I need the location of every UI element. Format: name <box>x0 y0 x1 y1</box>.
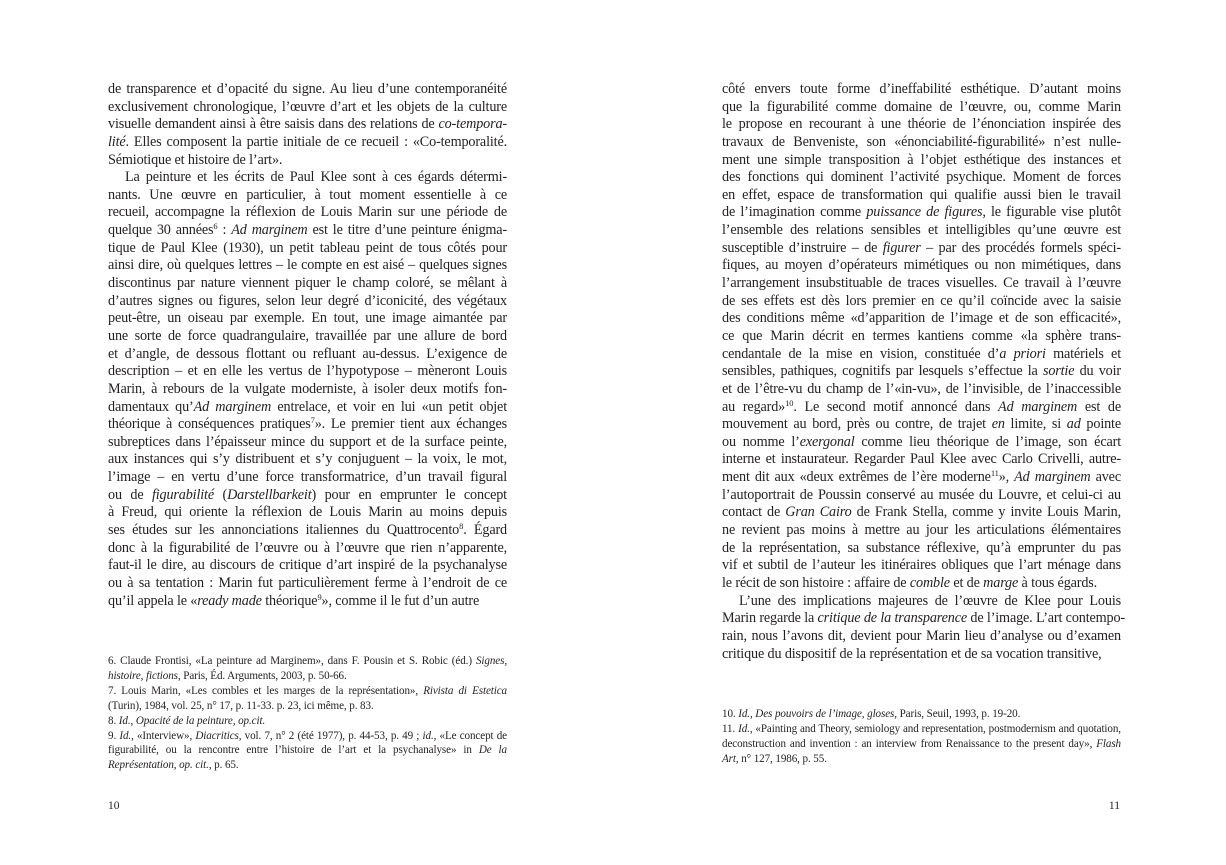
footnote-reference: 11 <box>990 468 999 479</box>
italic-text: Id. <box>119 729 132 742</box>
text-run: ment une simple transposition à l’objet esthétique des instances et <box>722 151 1121 168</box>
text-run: description – et en elle les vertus de l’hypotypose – mèneront Louis <box>108 363 507 380</box>
text-line <box>722 204 1121 222</box>
text-run: une sorte de force quadrangulaire, travaillée par une allure de bord <box>108 327 507 344</box>
text-run: sensibles, pathiques, cognitifs par lesquels s’effectue la <box>722 363 1043 380</box>
text-run: , n° 127, 1986, p. 55. <box>735 752 827 765</box>
text-run: . Le second motif annoncé dans <box>793 398 999 415</box>
text-line <box>108 222 507 240</box>
text-run: quelque 30 années <box>108 222 214 239</box>
text-line <box>722 134 1121 152</box>
text-line <box>108 134 507 152</box>
page-number-right: 11 <box>1108 800 1120 812</box>
footnote <box>108 684 507 714</box>
text-run: recueil, accompagne la réflexion de Louis Marin sur une période de <box>108 204 507 221</box>
text-run: 6. Claude Frontisi, «La peinture ad Marginem», dans F. Pousin et S. Robic (éd.) <box>108 655 476 667</box>
text-run: l’image – en vertu d’une force transformatrice, d’un travail figural <box>108 469 507 486</box>
text-run: ment dit aux «deux extrêmes de l’ère moderne <box>722 469 991 486</box>
text-line <box>722 646 1121 664</box>
text-run: 10. <box>722 708 739 720</box>
text-line <box>722 381 1121 399</box>
text-line <box>722 522 1121 540</box>
italic-text: id. <box>422 729 434 742</box>
text-line <box>722 610 1125 628</box>
text-line <box>108 399 507 417</box>
text-line <box>108 469 507 487</box>
text-run: en effet, espace de transformation qui qualifie aussi bien le travail <box>722 186 1121 203</box>
italic-text: Flash Art <box>722 737 1121 765</box>
text-run: le récit de son histoire : affaire de <box>722 574 910 591</box>
text-run: des fonctions qui dominent l’activité psychique. Moment de forces <box>722 169 1121 186</box>
text-line <box>722 169 1121 187</box>
italic-text: exergonal <box>799 433 855 450</box>
text-run: exclusivement chronologique, l’œuvre d’art et les objets de la culture <box>108 98 507 115</box>
text-run: l’ensemble des relations sensibles et intelligibles qu’une œuvre est <box>722 222 1121 239</box>
footnote <box>108 714 507 729</box>
text-run: est le titre d’une peinture énigma- <box>307 222 507 239</box>
text-run: qu’il appela le « <box>108 592 198 609</box>
text-run: », <box>998 469 1015 486</box>
text-run: La peinture et les écrits de Paul Klee sont à ces égards détermi- <box>125 169 507 186</box>
italic-text: Darstellbarkeit <box>227 486 312 503</box>
text-run: des conditions même «d’apparition de l’image et de son efficacité», <box>722 310 1121 327</box>
text-run: Marin regarde la <box>722 610 818 627</box>
left-body-text <box>108 81 507 610</box>
text-run: , «Interview», <box>131 729 196 742</box>
text-run: – par des procédés formels spéci- <box>920 239 1121 256</box>
text-run: damentaux qu’ <box>108 398 194 415</box>
italic-text: Id. <box>738 722 750 735</box>
text-run: est de <box>1077 398 1121 415</box>
text-run: au regard» <box>722 398 786 415</box>
text-run: aux instances qui s’y distribuent et s’y conjuguent – la voix, le mot, <box>108 451 507 468</box>
text-run: 11. <box>722 722 739 735</box>
text-line <box>108 293 507 311</box>
text-line <box>108 187 507 205</box>
text-run: ou de <box>108 486 152 503</box>
text-line <box>722 504 1121 522</box>
italic-text: co-tempora- <box>438 116 507 133</box>
text-line <box>108 169 507 187</box>
right-footnotes <box>722 707 1121 767</box>
text-run: de l’imagination comme <box>722 204 867 221</box>
text-line <box>108 81 507 99</box>
text-line <box>722 487 1121 505</box>
text-run: tique de Paul Klee (1930), un petit tableau peint de tous côtés pour <box>108 239 507 256</box>
text-run: ». Le premier tient aux échanges <box>314 416 507 433</box>
italic-text: figurer <box>882 239 921 256</box>
italic-text: De la Représentation, op. cit. <box>108 744 507 772</box>
footnote-reference: 6 <box>213 221 218 232</box>
text-run: le propose en recourant à une théorie de l’énonciation inspirée des <box>722 116 1121 133</box>
text-run: interne et instaurateur. Regarder Paul Klee avec Carlo Crivelli, autre- <box>722 451 1121 468</box>
text-run: : <box>217 222 232 239</box>
italic-text: Ad marginem <box>231 222 308 239</box>
page-number-left: 10 <box>108 800 120 812</box>
text-run: théorique <box>261 592 318 609</box>
text-run: , Paris, Éd. Arguments, 2003, p. 50-66. <box>177 669 347 682</box>
text-line <box>722 116 1121 134</box>
italic-text: Id., Opacité de la peinture, op.cit. <box>118 714 266 727</box>
text-run: (Turin), 1984, vol. 25, n° 17, p. 11-33. p. 23, ici même, p. 83. <box>108 699 374 712</box>
italic-text: Ad marginem <box>1014 469 1091 486</box>
text-line <box>108 116 507 134</box>
text-run: vif et subtil de l’auteur les itinéraires obliques que l’art ménage dans <box>722 557 1121 574</box>
text-line <box>722 257 1121 275</box>
text-run: , «Painting and Theory, semiology and representation, postmodernism and quotation, deconstruction and invention : an interview from Renaissance to the present day», <box>722 722 1121 750</box>
text-line <box>722 416 1121 434</box>
text-line <box>722 628 1121 646</box>
text-run: Sémiotique et histoire de l’art». <box>108 151 283 168</box>
footnote-reference: 10 <box>785 397 794 408</box>
text-run: à tous égards. <box>1018 574 1098 591</box>
text-line <box>722 575 1121 593</box>
text-run: l’autoportrait de Poussin conservé au musée du Louvre, et celui-ci au <box>722 486 1121 503</box>
text-run: de la représentation, sa substance réflexive, qu’à emprunter du pas <box>722 539 1121 556</box>
footnote <box>722 707 1121 722</box>
footnote-reference: 9 <box>317 591 322 602</box>
text-run: cendantale de la mise en vision, constituée d’ <box>722 345 1000 362</box>
italic-text: Id., Des pouvoirs de l’image, gloses <box>738 708 895 720</box>
text-run: 8. <box>108 714 119 727</box>
text-line <box>108 487 507 505</box>
text-line <box>722 557 1121 575</box>
text-run: ou à sa tentation : Marin fut particulièrement ferme à l’endroit de ce <box>108 574 507 591</box>
italic-text: Signes, histoire, fictions <box>108 655 507 682</box>
italic-text: en <box>991 416 1005 433</box>
text-line <box>722 434 1121 452</box>
italic-text: sortie <box>1042 363 1075 380</box>
text-line <box>108 99 507 117</box>
text-line <box>722 328 1121 346</box>
text-run: visuelle demandent ainsi à être saisis dans des relations de <box>108 116 439 133</box>
text-line <box>722 363 1121 381</box>
text-run: critique du dispositif de la représentation et de sa vocation transitive, <box>722 645 1102 662</box>
footnote-reference: 7 <box>310 415 315 426</box>
text-run: ses études sur les annonciations italiennes du Quattrocento <box>108 522 460 539</box>
text-run: limite, si <box>1004 416 1067 433</box>
text-run: . Égard <box>463 522 507 539</box>
text-run: contact de <box>722 504 786 521</box>
text-run: de ses effets est dès lors premier en ce qu’il coïncide avec la saisie <box>722 292 1121 309</box>
text-line <box>108 328 507 346</box>
text-run: de Frank Stella, comme y invite Louis Marin, <box>851 504 1121 521</box>
text-run: , p. 65. <box>208 759 239 772</box>
text-line <box>108 522 507 540</box>
text-line <box>722 240 1121 258</box>
italic-text: ready made <box>197 592 262 609</box>
text-run: comme lieu théorique de l’image, son écart <box>854 433 1121 450</box>
text-line <box>108 152 507 170</box>
text-line <box>108 557 507 575</box>
text-line <box>722 152 1121 170</box>
text-run: peut-être, un oiseau par exemple. En tout, une image aimantée par <box>108 310 507 327</box>
text-line <box>108 434 507 452</box>
text-run: de l’image. L’art contempo- <box>967 610 1125 627</box>
right-body-text <box>722 81 1125 663</box>
italic-text: lité <box>108 133 126 150</box>
text-line <box>108 240 507 258</box>
text-run: nants. Une œuvre en particulier, à tout moment essentielle à ce <box>108 186 507 203</box>
text-run: rain, nous l’avons dit, devient pour Marin lieu d’analyse ou d’examen <box>722 627 1121 644</box>
text-line <box>108 275 507 293</box>
text-run: , vol. 7, n° 2 (été 1977), p. 44-53, p. 49 ; <box>238 729 423 742</box>
text-line <box>108 416 507 434</box>
text-run: , «Le concept de figurabilité, ou la rencontre entre l’histoire de l’art et la psychanalyse» in <box>108 729 508 757</box>
text-run: fiques, au moyen d’opérateurs mimétiques ou non mimétiques, dans <box>722 257 1121 274</box>
text-line <box>722 469 1121 487</box>
italic-text: comble <box>909 574 950 591</box>
text-run: d’autres signes ou figures, selon leur degré d’iconicité, des végétaux <box>108 292 507 309</box>
text-run: du voir <box>1074 363 1121 380</box>
italic-text: Diacritics <box>195 729 239 742</box>
right-page <box>613 0 1226 865</box>
text-line <box>722 275 1121 293</box>
text-run: théorique à conséquences pratiques <box>108 416 311 433</box>
footnote <box>108 654 507 684</box>
italic-text: Gran Cairo <box>785 504 852 521</box>
text-run: susceptible d’instruire – de <box>722 239 883 256</box>
text-run: ne revient pas moins à mettre au jour les articulations élémentaires <box>722 522 1121 539</box>
text-line <box>722 222 1121 240</box>
text-line <box>108 363 507 381</box>
text-line <box>108 346 507 364</box>
italic-text: ad <box>1066 416 1081 433</box>
italic-text: Rivista di Estetica <box>423 684 508 697</box>
italic-text: Ad marginem <box>998 398 1078 415</box>
text-line <box>722 399 1121 417</box>
text-run: et de <box>949 574 984 591</box>
text-run: mouvement au bord, près ou contre, de trajet <box>722 416 992 433</box>
text-run: et de l’être-vu du champ de l’«in-vu», de l’invisible, de l’inaccessible <box>722 380 1121 397</box>
text-run: 9. <box>108 729 120 742</box>
italic-text: Ad marginem <box>193 398 272 415</box>
text-line <box>722 81 1121 99</box>
text-line <box>722 310 1121 328</box>
text-line <box>722 99 1121 117</box>
text-run: L’une des implications majeures de l’œuvre de Klee pour Louis <box>739 592 1121 609</box>
text-run: , le figurable vise plutôt <box>982 204 1121 221</box>
text-line <box>108 451 507 469</box>
text-line <box>722 346 1121 364</box>
text-line <box>108 593 507 611</box>
text-run: Marin, à rebours de la vulgate moderniste, à isoler deux motifs fon- <box>108 380 507 397</box>
left-footnotes <box>108 654 507 773</box>
text-run: ou nomme l’ <box>722 433 800 450</box>
text-run: ce que Marin décrit en termes kantiens comme «la sphère trans- <box>722 327 1121 344</box>
text-run: 7. Louis Marin, «Les combles et les marges de la représentation», <box>108 684 424 697</box>
text-run: travaux de Benveniste, son «énonciabilité-figurabilité» n’est nulle- <box>722 133 1121 150</box>
footnote <box>108 729 507 774</box>
text-line <box>108 504 507 522</box>
text-line <box>722 293 1121 311</box>
italic-text: puissance de figures <box>866 204 983 221</box>
text-run: discontinus par nature viennent piquer le champ coloré, se mêlant à <box>108 275 507 292</box>
text-run: entrelace, et voir en lui «un petit objet <box>271 398 507 415</box>
text-run: l’arrangement insubstituable de traces visuelles. Ce travail à l’œuvre <box>722 275 1121 292</box>
text-run: de transparence et d’opacité du signe. Au lieu d’une contemporanéité <box>108 81 507 97</box>
italic-text: critique de la transparence <box>817 610 968 627</box>
text-line <box>722 593 1121 611</box>
text-run: pointe <box>1080 416 1121 433</box>
text-run: que la figurabilité comme domaine de l’œuvre, ou, comme Marin <box>722 98 1121 115</box>
text-run: à Freud, qui oriente la réflexion de Louis Marin au moins depuis <box>108 504 507 521</box>
text-run: subreptices dans l’épaisseur mince du support et de la surface peinte, <box>108 433 507 450</box>
text-run: matériels et <box>1045 345 1121 362</box>
italic-text: a priori <box>999 345 1046 362</box>
text-run: . Elles composent la partie initiale de ce recueil : «Co-temporalité. <box>125 133 507 150</box>
italic-text: marge <box>983 574 1019 591</box>
text-run: , Paris, Seuil, 1993, p. 19-20. <box>894 708 1021 720</box>
text-run: donc à la figurabilité de l’œuvre ou à l’œuvre que rien n’apparente, <box>108 539 507 556</box>
text-line <box>108 204 507 222</box>
text-line <box>108 575 507 593</box>
text-line <box>108 381 507 399</box>
footnote-reference: 8 <box>459 521 464 532</box>
text-run: faut-il le dire, au discours de critique d’art inspiré de la psychanalyse <box>108 557 507 574</box>
text-line <box>722 187 1121 205</box>
footnote <box>722 722 1121 767</box>
text-line <box>108 310 507 328</box>
text-line <box>108 257 507 275</box>
text-line <box>722 540 1121 558</box>
text-run: ( <box>214 486 228 503</box>
text-run: et d’angle, de dessous flottant ou refluant au-dessus. L’exigence de <box>108 345 507 362</box>
text-run: avec <box>1090 469 1121 486</box>
text-run: ) pour en emprunter le concept <box>311 486 507 503</box>
italic-text: figurabilité <box>151 486 214 503</box>
text-run: », comme il le fut d’un autre <box>321 592 480 609</box>
text-line <box>108 540 507 558</box>
text-run: côté envers toute forme d’ineffabilité esthétique. D’autant moins <box>722 81 1121 97</box>
text-line <box>722 451 1121 469</box>
text-run: ainsi dire, où quelques lettres – le compte en est aisé – quelques signes <box>108 257 507 274</box>
